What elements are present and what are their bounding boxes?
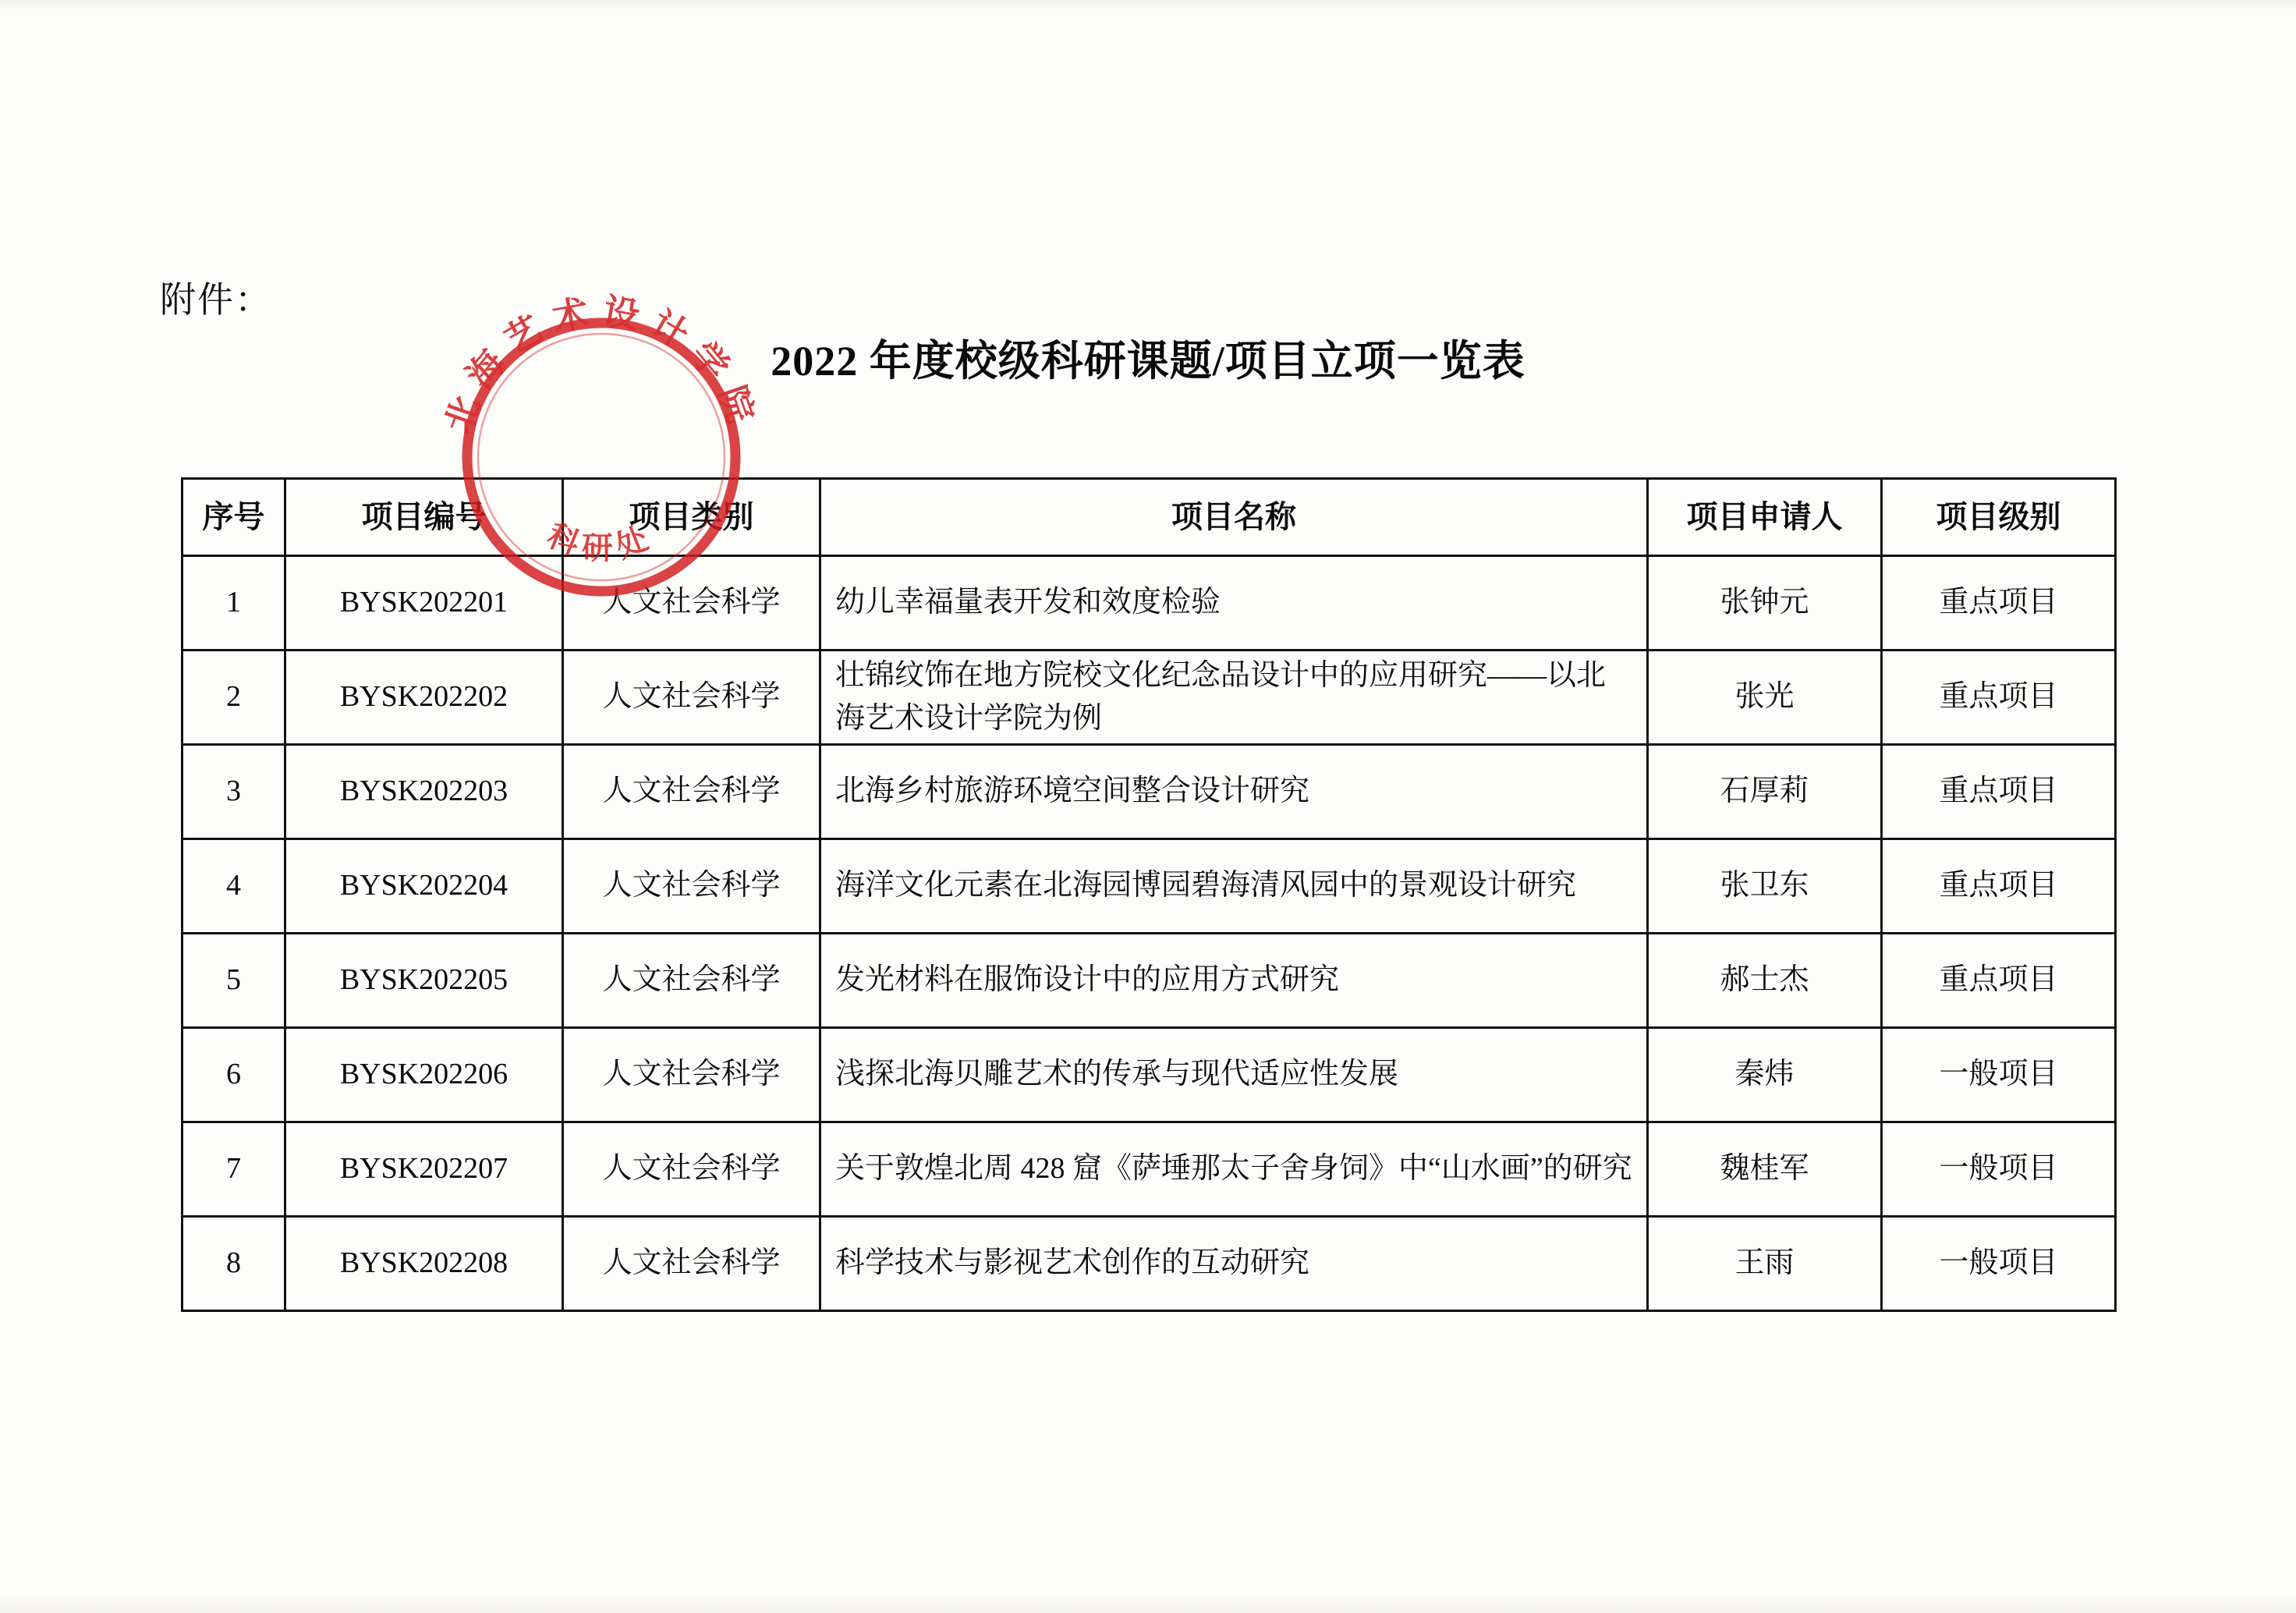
cell-code: BYSK202201 [285, 556, 563, 651]
scan-edge-bottom [0, 1593, 2296, 1613]
cell-code: BYSK202207 [285, 1122, 563, 1217]
cell-name: 壮锦纹饰在地方院校文化纪念品设计中的应用研究——以北海艺术设计学院为例 [820, 651, 1648, 745]
cell-category: 人文社会科学 [563, 556, 820, 651]
column-header-category: 项目类别 [563, 479, 820, 556]
table-row [182, 556, 2116, 651]
cell-applicant: 秦炜 [1648, 1028, 1882, 1122]
cell-name: 关于敦煌北周 428 窟《萨埵那太子舍身饲》中“山水画”的研究 [820, 1122, 1648, 1217]
attachment-label: 附件： [160, 280, 272, 320]
table-row [182, 934, 2116, 1028]
svg-text:北海艺术设计学院: 北海艺术设计学院 [438, 291, 765, 438]
cell-applicant: 王雨 [1648, 1217, 1882, 1311]
cell-level: 一般项目 [1882, 1122, 2116, 1217]
table-row [182, 651, 2116, 745]
cell-level: 一般项目 [1882, 1028, 2116, 1122]
table-row [182, 1028, 2116, 1122]
cell-category: 人文社会科学 [563, 1028, 820, 1122]
cell-code: BYSK202205 [285, 934, 563, 1028]
cell-level: 一般项目 [1882, 1217, 2116, 1311]
cell-level: 重点项目 [1882, 839, 2116, 934]
cell-level: 重点项目 [1882, 556, 2116, 651]
cell-category: 人文社会科学 [563, 1122, 820, 1217]
cell-code: BYSK202203 [285, 745, 563, 839]
scan-edge-top [0, 0, 2296, 11]
cell-name: 海洋文化元素在北海园博园碧海清风园中的景观设计研究 [820, 839, 1648, 934]
cell-category: 人文社会科学 [563, 934, 820, 1028]
cell-code: BYSK202206 [285, 1028, 563, 1122]
cell-level: 重点项目 [1882, 745, 2116, 839]
cell-applicant: 石厚莉 [1648, 745, 1882, 839]
cell-category: 人文社会科学 [563, 745, 820, 839]
cell-name: 北海乡村旅游环境空间整合设计研究 [820, 745, 1648, 839]
column-header-index: 序号 [182, 479, 285, 556]
svg-text:科研处: 科研处 [542, 517, 661, 565]
cell-category: 人文社会科学 [563, 651, 820, 745]
cell-name: 科学技术与影视艺术创作的互动研究 [820, 1217, 1648, 1311]
table-row [182, 1122, 2116, 1217]
table-header-row [182, 479, 2116, 556]
table-row [182, 839, 2116, 934]
table-row [182, 745, 2116, 839]
cell-name: 发光材料在服饰设计中的应用方式研究 [820, 934, 1648, 1028]
cell-applicant: 张光 [1648, 651, 1882, 745]
cell-index: 5 [182, 934, 285, 1028]
cell-category: 人文社会科学 [563, 839, 820, 934]
cell-applicant: 魏桂军 [1648, 1122, 1882, 1217]
cell-index: 7 [182, 1122, 285, 1217]
column-header-name: 项目名称 [820, 479, 1648, 556]
cell-applicant: 张卫东 [1648, 839, 1882, 934]
cell-index: 1 [182, 556, 285, 651]
column-header-applicant: 项目申请人 [1648, 479, 1882, 556]
cell-level: 重点项目 [1882, 651, 2116, 745]
cell-index: 2 [182, 651, 285, 745]
cell-index: 3 [182, 745, 285, 839]
cell-applicant: 张钟元 [1648, 556, 1882, 651]
cell-code: BYSK202204 [285, 839, 563, 934]
cell-category: 人文社会科学 [563, 1217, 820, 1311]
cell-index: 6 [182, 1028, 285, 1122]
cell-applicant: 郝士杰 [1648, 934, 1882, 1028]
column-header-code: 项目编号 [285, 479, 563, 556]
cell-code: BYSK202202 [285, 651, 563, 745]
page-title: 2022 年度校级科研课题/项目立项一览表 [771, 338, 1525, 385]
project-listing-table [181, 477, 2117, 1312]
cell-name: 幼儿幸福量表开发和效度检验 [820, 556, 1648, 651]
table-row [182, 1217, 2116, 1311]
cell-index: 4 [182, 839, 285, 934]
project-listing-table-wrapper [181, 477, 2117, 1312]
cell-name: 浅探北海贝雕艺术的传承与现代适应性发展 [820, 1028, 1648, 1122]
cell-code: BYSK202208 [285, 1217, 563, 1311]
column-header-level: 项目级别 [1882, 479, 2116, 556]
cell-level: 重点项目 [1882, 934, 2116, 1028]
cell-index: 8 [182, 1217, 285, 1311]
